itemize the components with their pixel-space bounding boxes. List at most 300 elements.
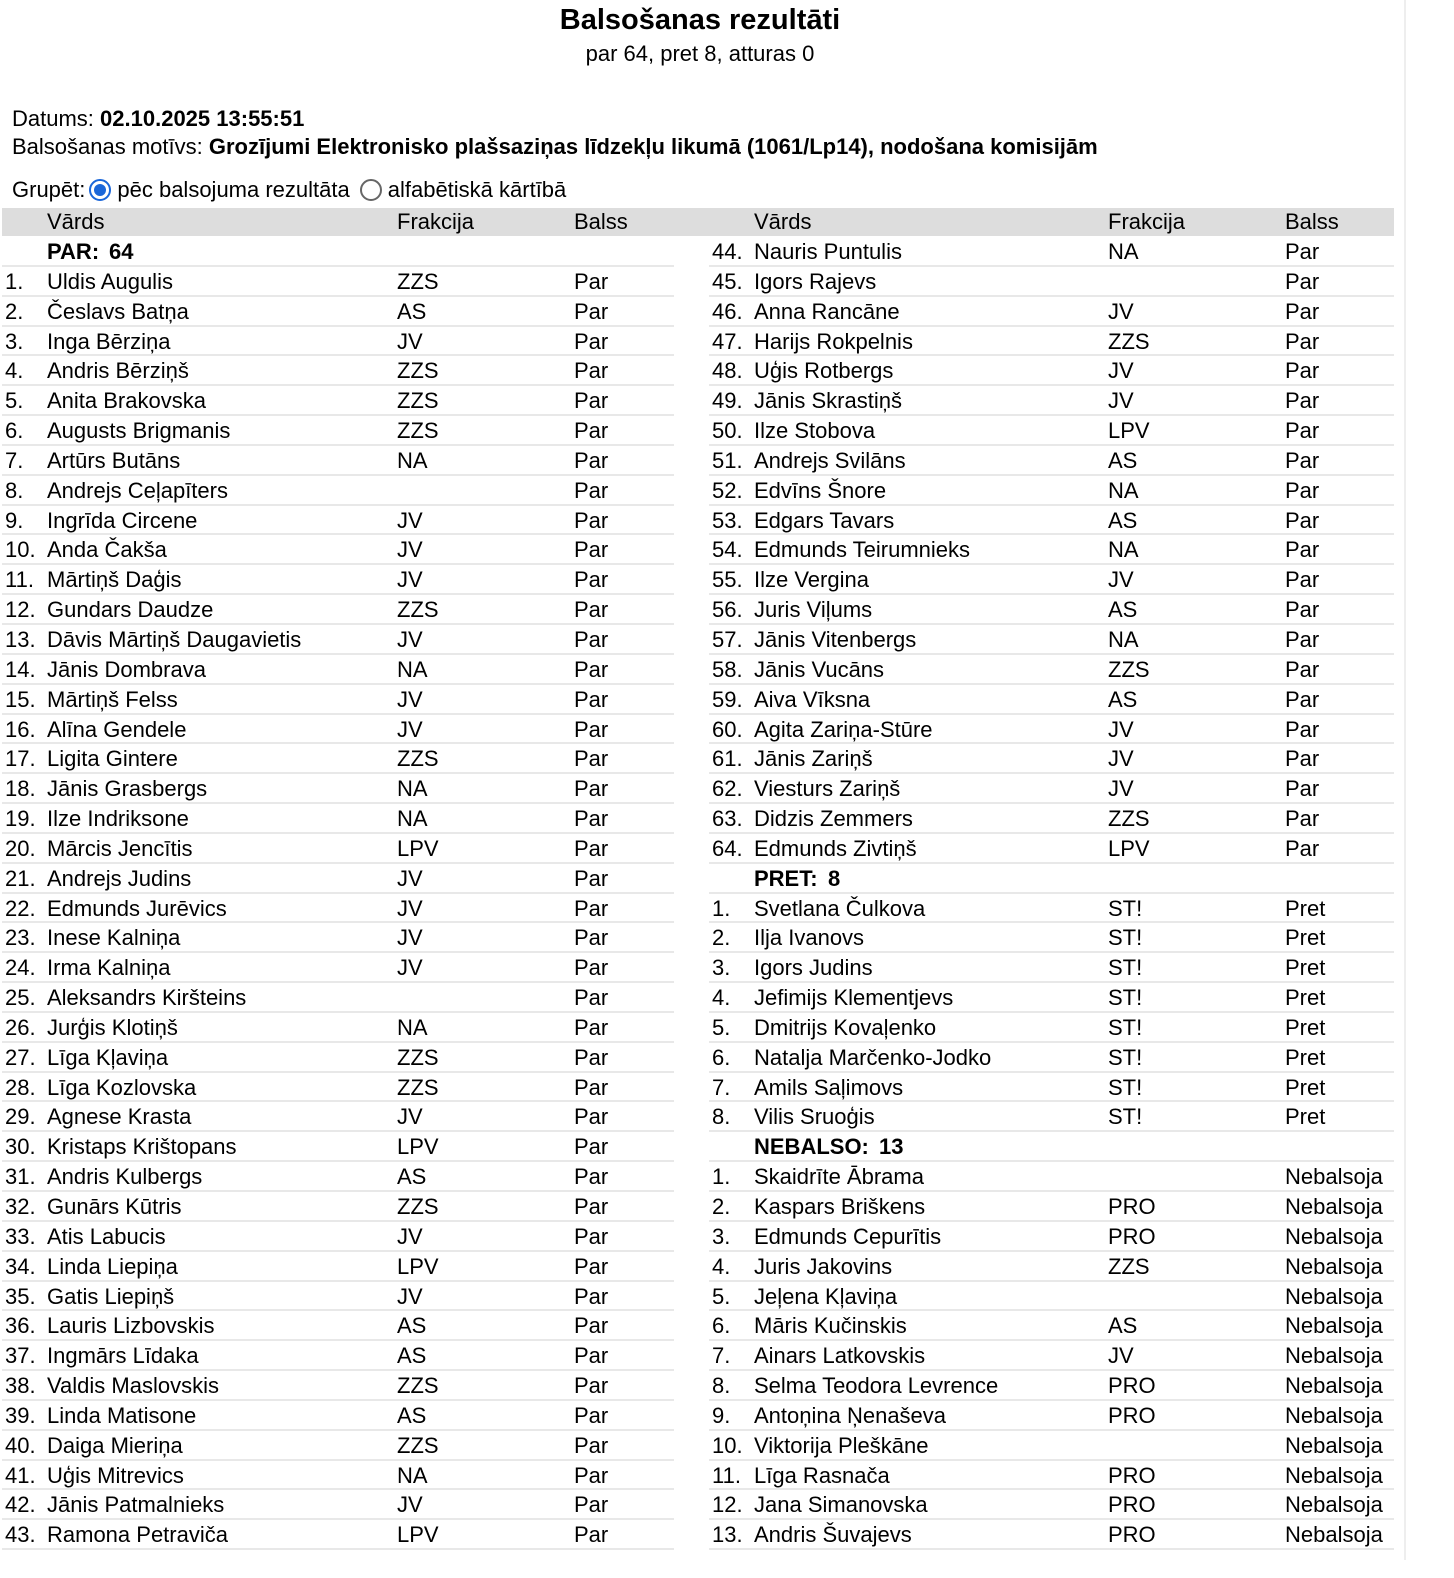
member-vote: Par [574, 328, 609, 354]
member-name: Jānis Vucāns [754, 656, 885, 682]
member-vote: Par [574, 1522, 609, 1548]
member-name: Juris Viļums [754, 597, 873, 623]
member-faction: JV [397, 1283, 423, 1309]
member-name: Edgars Tavars [754, 507, 895, 533]
row-number: 36. [5, 1313, 36, 1339]
table-row [709, 595, 1394, 625]
member-faction: JV [397, 507, 423, 533]
row-number: 49. [712, 388, 743, 414]
member-name: Dmitrijs Kovaļenko [754, 1014, 937, 1040]
member-faction: ZZS [397, 268, 439, 294]
member-name: Ilze Vergina [754, 567, 869, 593]
member-name: Igors Rajevs [754, 268, 877, 294]
table-row [2, 685, 674, 715]
member-faction: NA [1108, 477, 1139, 503]
table-row [709, 953, 1394, 983]
table-row [709, 565, 1394, 595]
member-vote: Par [1285, 537, 1320, 563]
member-name: Anna Rancāne [754, 298, 900, 324]
member-vote: Par [574, 1373, 609, 1399]
member-vote: Par [1285, 328, 1320, 354]
table-row [709, 1282, 1394, 1312]
member-vote: Par [574, 1194, 609, 1219]
member-vote: Par [574, 1134, 609, 1160]
table-row [709, 834, 1394, 864]
member-name: Edmunds Cepurītis [754, 1223, 942, 1249]
member-vote: Par [1285, 835, 1320, 861]
row-number: 1. [712, 895, 731, 921]
member-faction: ZZS [397, 1432, 439, 1458]
member-vote: Par [574, 1164, 609, 1190]
table-row [2, 535, 674, 565]
member-name: Līga Kļaviņa [47, 1044, 169, 1070]
member-name: Uģis Mitrevics [47, 1462, 184, 1488]
table-row [2, 655, 674, 685]
member-vote: Par [574, 1313, 609, 1339]
member-name: Ramona Petraviča [47, 1522, 228, 1548]
member-vote: Par [574, 955, 609, 981]
motive-line [12, 134, 1098, 160]
row-number: 14. [5, 656, 36, 682]
member-vote: Par [1285, 716, 1320, 742]
row-number: 25. [5, 985, 36, 1011]
row-number: 9. [5, 507, 24, 533]
member-faction: ST! [1108, 1014, 1143, 1040]
member-vote: Par [1285, 567, 1320, 593]
member-name: Ilze Indriksone [47, 806, 189, 832]
member-faction: ZZS [397, 388, 439, 414]
member-name: Jurģis Klotiņš [47, 1014, 178, 1040]
table-row [2, 1222, 674, 1252]
table-row [2, 267, 674, 297]
row-number: 32. [5, 1194, 36, 1219]
group-heading [709, 1132, 1394, 1162]
member-name: Andrejs Judins [47, 865, 192, 891]
header-faction-left: Frakcija [397, 209, 475, 234]
table-row [2, 1311, 674, 1341]
radio-by-result-label[interactable]: pēc balsojuma rezultāta [117, 177, 350, 202]
member-vote: Par [574, 686, 609, 712]
table-row [709, 446, 1394, 476]
member-faction: ZZS [397, 746, 439, 772]
member-faction: JV [397, 895, 423, 921]
table-row [709, 804, 1394, 834]
member-name: Jana Simanovska [754, 1492, 928, 1518]
member-faction: AS [1108, 597, 1138, 623]
date-value: 02.10.2025 13:55:51 [100, 106, 305, 131]
member-name: Natalja Marčenko-Jodko [754, 1044, 992, 1070]
member-faction: NA [397, 1014, 428, 1040]
member-name: Andrejs Svilāns [754, 447, 906, 473]
row-number: 5. [712, 1283, 731, 1309]
member-faction: PRO [1108, 1402, 1156, 1428]
row-number: 55. [712, 567, 743, 593]
member-name: Māris Kučinskis [754, 1313, 907, 1339]
results-column-left [2, 237, 674, 1550]
table-row [709, 1490, 1394, 1520]
page-edge-divider [1404, 0, 1406, 1560]
row-number: 15. [5, 686, 36, 712]
row-number: 61. [712, 746, 743, 772]
member-vote: Par [574, 597, 609, 623]
member-vote: Nebalsoja [1285, 1313, 1383, 1339]
table-row [2, 1282, 674, 1312]
member-vote: Pret [1285, 1014, 1326, 1040]
table-row [2, 953, 674, 983]
member-name: Jānis Dombrava [47, 656, 206, 682]
member-name: Uģis Rotbergs [754, 358, 894, 384]
row-number: 26. [5, 1014, 36, 1040]
table-row [709, 1461, 1394, 1491]
member-vote: Par [1285, 597, 1320, 623]
member-name: Agita Zariņa-Stūre [754, 716, 933, 742]
member-faction: JV [397, 865, 423, 891]
member-vote: Par [1285, 268, 1320, 294]
row-number: 1. [5, 268, 24, 294]
member-name: Alīna Gendele [47, 716, 187, 742]
header-name-right: Vārds [754, 209, 812, 234]
table-row [2, 894, 674, 924]
member-faction: ST! [1108, 895, 1143, 921]
member-vote: Nebalsoja [1285, 1253, 1383, 1279]
member-name: Česlavs Batņa [47, 298, 189, 324]
member-name: Svetlana Čulkova [754, 895, 926, 921]
table-row [709, 1013, 1394, 1043]
row-number: 50. [712, 418, 743, 444]
member-name: Atis Labucis [47, 1223, 166, 1249]
member-faction: AS [397, 1313, 427, 1339]
member-name: Mārtiņš Daģis [47, 567, 182, 593]
member-faction: ST! [1108, 1104, 1143, 1130]
row-number: 7. [5, 447, 24, 473]
member-faction: PRO [1108, 1492, 1156, 1518]
row-number: 57. [712, 626, 743, 652]
table-row [709, 297, 1394, 327]
group-count: 8 [828, 865, 841, 891]
member-name: Gundars Daudze [47, 597, 214, 623]
row-number: 33. [5, 1223, 36, 1249]
member-name: Igors Judins [754, 955, 873, 981]
table-row [709, 894, 1394, 924]
member-name: Jefimijs Klementjevs [754, 985, 954, 1011]
member-name: Lauris Lizbovskis [47, 1313, 215, 1339]
member-vote: Pret [1285, 895, 1326, 921]
table-row [2, 834, 674, 864]
member-faction: ST! [1108, 925, 1143, 951]
member-vote: Par [574, 925, 609, 951]
table-row [709, 1043, 1394, 1073]
member-name: Aleksandrs Kiršteins [47, 985, 247, 1011]
row-number: 28. [5, 1074, 36, 1100]
member-faction: NA [397, 447, 428, 473]
member-vote: Nebalsoja [1285, 1194, 1383, 1219]
row-number: 4. [712, 985, 731, 1011]
table-row [709, 476, 1394, 506]
row-number: 7. [712, 1074, 731, 1100]
member-faction: ST! [1108, 1044, 1143, 1070]
member-faction: ZZS [397, 1074, 439, 1100]
row-number: 3. [5, 328, 24, 354]
member-name: Jānis Vitenbergs [754, 626, 917, 652]
row-number: 8. [712, 1373, 731, 1399]
row-number: 58. [712, 656, 743, 682]
member-vote: Nebalsoja [1285, 1402, 1383, 1428]
table-row [2, 1401, 674, 1431]
table-row [709, 1431, 1394, 1461]
member-name: Kristaps Krištopans [47, 1134, 237, 1160]
member-name: Selma Teodora Levrence [754, 1373, 999, 1399]
member-faction: ZZS [397, 358, 439, 384]
member-name: Andrejs Ceļapīters [47, 477, 228, 503]
member-faction: JV [1108, 358, 1134, 384]
member-name: Aiva Vīksna [754, 686, 871, 712]
row-number: 12. [712, 1492, 743, 1518]
row-number: 5. [712, 1014, 731, 1040]
table-row [2, 923, 674, 953]
table-row [709, 1520, 1394, 1550]
header-faction-right: Frakcija [1108, 209, 1186, 234]
radio-alphabetical[interactable] [360, 179, 382, 201]
member-name: Anda Čakša [47, 537, 167, 563]
member-name: Antoņina Ņenaševa [754, 1402, 947, 1428]
table-row [2, 774, 674, 804]
member-faction: ZZS [1108, 806, 1150, 832]
member-vote: Par [574, 746, 609, 772]
member-vote: Par [1285, 656, 1320, 682]
table-row [709, 535, 1394, 565]
row-number: 53. [712, 507, 743, 533]
member-faction: ZZS [397, 418, 439, 444]
motive-value: Grozījumi Elektronisko plašsaziņas līdzekļu likumā (1061/Lp14), nodošana komisijām [208, 134, 1098, 159]
row-number: 63. [712, 806, 743, 832]
member-name: Līga Kozlovska [47, 1074, 197, 1100]
row-number: 1. [712, 1164, 731, 1190]
member-name: Juris Jakovins [754, 1253, 893, 1279]
group-heading [709, 864, 1394, 894]
member-faction: AS [397, 1343, 427, 1369]
table-row [2, 506, 674, 536]
member-faction: NA [1108, 626, 1139, 652]
member-vote: Par [574, 388, 609, 414]
row-number: 42. [5, 1492, 36, 1518]
table-row [709, 267, 1394, 297]
member-vote: Par [1285, 776, 1320, 802]
member-vote: Par [574, 1462, 609, 1488]
member-name: Valdis Maslovskis [47, 1373, 219, 1399]
member-vote: Par [574, 1343, 609, 1369]
member-faction: NA [397, 656, 428, 682]
header-name-left: Vārds [47, 209, 105, 234]
row-number: 7. [712, 1343, 731, 1369]
member-name: Jānis Grasbergs [47, 776, 208, 802]
member-faction: NA [1108, 239, 1139, 264]
row-number: 10. [712, 1432, 743, 1458]
member-name: Edvīns Šnore [754, 477, 887, 503]
member-vote: Par [574, 1074, 609, 1100]
row-number: 10. [5, 537, 36, 563]
member-vote: Par [574, 835, 609, 861]
table-row [709, 1162, 1394, 1192]
date-label: Datums: [12, 106, 94, 131]
member-faction: JV [397, 1492, 423, 1518]
table-row [2, 983, 674, 1013]
member-name: Viktorija Pleškāne [754, 1432, 929, 1458]
member-faction: JV [1108, 776, 1134, 802]
member-name: Ilze Stobova [754, 418, 876, 444]
member-name: Edmunds Jurēvics [47, 895, 227, 921]
table-row [2, 1043, 674, 1073]
member-vote: Pret [1285, 1074, 1326, 1100]
member-faction: LPV [397, 835, 439, 861]
member-vote: Nebalsoja [1285, 1462, 1383, 1488]
member-name: Ingrīda Circene [47, 507, 198, 533]
row-number: 4. [5, 358, 24, 384]
member-vote: Par [574, 268, 609, 294]
member-name: Artūrs Butāns [47, 447, 181, 473]
member-vote: Par [1285, 298, 1320, 324]
table-row [2, 1520, 674, 1550]
table-row [709, 1371, 1394, 1401]
row-number: 2. [5, 298, 24, 324]
member-faction: JV [1108, 298, 1134, 324]
member-vote: Pret [1285, 985, 1326, 1011]
header-vote-right: Balss [1285, 209, 1339, 234]
row-number: 20. [5, 835, 36, 861]
member-vote: Par [1285, 477, 1320, 503]
member-faction: JV [397, 716, 423, 742]
member-name: Linda Liepiņa [47, 1253, 178, 1279]
member-vote: Nebalsoja [1285, 1223, 1383, 1249]
table-row [2, 1013, 674, 1043]
member-faction: JV [397, 955, 423, 981]
table-row [709, 625, 1394, 655]
member-vote: Pret [1285, 925, 1326, 951]
member-name: Ainars Latkovskis [754, 1343, 926, 1369]
member-faction: NA [397, 806, 428, 832]
member-faction: ZZS [1108, 328, 1150, 354]
member-vote: Par [574, 1223, 609, 1249]
member-name: Didzis Zemmers [754, 806, 913, 832]
group-label: NEBALSO: [754, 1134, 869, 1160]
member-name: Agnese Krasta [47, 1104, 192, 1130]
member-name: Edmunds Zivtiņš [754, 835, 917, 861]
member-faction: ST! [1108, 985, 1143, 1011]
member-vote: Par [1285, 358, 1320, 384]
member-vote: Par [574, 716, 609, 742]
member-faction: LPV [397, 1522, 439, 1548]
row-number: 23. [5, 925, 36, 951]
member-faction: JV [1108, 388, 1134, 414]
member-vote: Par [1285, 388, 1320, 414]
member-faction: AS [1108, 507, 1138, 533]
row-number: 47. [712, 328, 743, 354]
row-number: 2. [712, 925, 731, 951]
row-number: 21. [5, 865, 36, 891]
member-name: Jeļena Kļaviņa [754, 1283, 898, 1309]
member-faction: JV [1108, 567, 1134, 593]
member-faction: PRO [1108, 1462, 1156, 1488]
row-number: 39. [5, 1402, 36, 1428]
member-vote: Par [574, 806, 609, 832]
member-vote: Pret [1285, 1104, 1326, 1130]
row-number: 12. [5, 597, 36, 623]
table-row [2, 864, 674, 894]
table-row [709, 237, 1394, 267]
member-name: Uldis Augulis [47, 268, 173, 294]
row-number: 56. [712, 597, 743, 623]
member-faction: NA [397, 1462, 428, 1488]
member-name: Kaspars Briškens [754, 1194, 926, 1219]
member-vote: Nebalsoja [1285, 1522, 1383, 1548]
member-faction: LPV [397, 1134, 439, 1160]
member-faction: PRO [1108, 1194, 1156, 1219]
member-name: Gunārs Kūtris [47, 1194, 182, 1219]
member-faction: JV [1108, 716, 1134, 742]
row-number: 2. [712, 1194, 731, 1219]
member-name: Jānis Zariņš [754, 746, 873, 772]
member-name: Līga Rasnača [754, 1462, 890, 1488]
member-faction: ZZS [1108, 1253, 1150, 1279]
member-vote: Par [574, 1492, 609, 1518]
member-faction: PRO [1108, 1522, 1156, 1548]
row-number: 29. [5, 1104, 36, 1130]
member-faction: LPV [397, 1253, 439, 1279]
member-vote: Par [574, 626, 609, 652]
table-row [709, 923, 1394, 953]
member-vote: Par [574, 1283, 609, 1309]
member-vote: Par [574, 358, 609, 384]
member-vote: Par [1285, 507, 1320, 533]
member-vote: Par [574, 1014, 609, 1040]
page-title: Balsošanas rezultāti [559, 4, 841, 36]
member-vote: Par [574, 418, 609, 444]
member-name: Mārtiņš Felss [47, 686, 178, 712]
table-row [2, 1162, 674, 1192]
row-number: 4. [712, 1253, 731, 1279]
table-row [2, 1341, 674, 1371]
table-row [709, 1102, 1394, 1132]
table-row [2, 476, 674, 506]
member-name: Harijs Rokpelnis [754, 328, 913, 354]
group-label: PRET: [754, 865, 818, 891]
member-vote: Par [574, 1044, 609, 1070]
radio-by-result[interactable] [89, 179, 111, 201]
table-row [2, 1073, 674, 1103]
table-row [2, 744, 674, 774]
table-row [2, 356, 674, 386]
member-faction: ST! [1108, 955, 1143, 981]
table-row [2, 1490, 674, 1520]
table-row [2, 565, 674, 595]
row-number: 40. [5, 1432, 36, 1458]
member-vote: Par [574, 865, 609, 891]
member-faction: JV [397, 1104, 423, 1130]
row-number: 5. [5, 388, 24, 414]
member-vote: Par [574, 1432, 609, 1458]
member-faction: JV [397, 567, 423, 593]
row-number: 30. [5, 1134, 36, 1160]
member-vote: Par [1285, 686, 1320, 712]
member-name: Inga Bērziņa [47, 328, 171, 354]
radio-alphabetical-label[interactable]: alfabētiskā kārtībā [387, 177, 567, 202]
table-row [2, 416, 674, 446]
motive-label: Balsošanas motīvs: [12, 134, 203, 159]
member-name: Ilja Ivanovs [754, 925, 865, 951]
row-number: 6. [5, 418, 24, 444]
group-heading [2, 237, 674, 267]
vote-summary: par 64, pret 8, atturas 0 [585, 41, 815, 66]
member-faction: JV [1108, 746, 1134, 772]
